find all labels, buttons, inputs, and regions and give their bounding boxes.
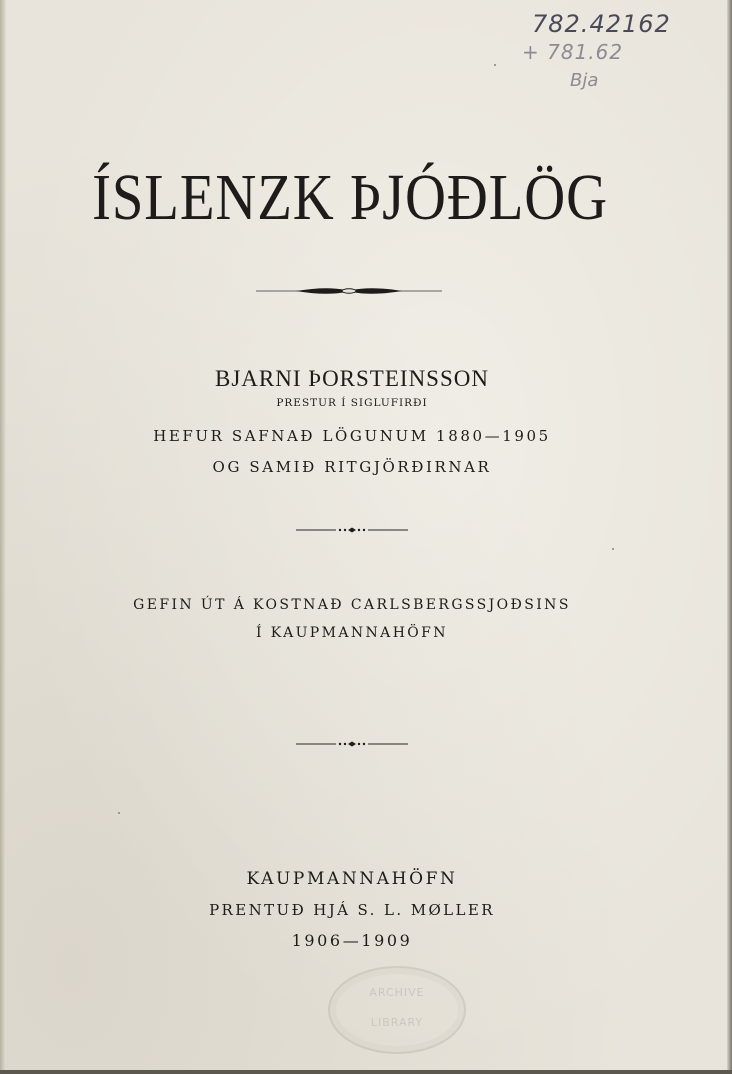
page-edge-right xyxy=(727,0,732,1074)
publisher-line-1: GEFIN ÚT Á KOSTNAÐ CARLSBERGSSJOÐSINS xyxy=(133,597,571,613)
divider-ornament-2 xyxy=(296,739,408,749)
imprint-printer: PRENTUÐ HJÁ S. L. MØLLER xyxy=(209,901,495,919)
author-role: PRESTUR Í SIGLUFIRÐI xyxy=(276,397,428,409)
shelfmark-line-1: 782.42162 xyxy=(532,10,671,38)
library-stamp xyxy=(328,966,466,1054)
author-name: BJARNI ÞORSTEINSSON xyxy=(215,366,489,391)
publisher-line-2: Í KAUPMANNAHÖFN xyxy=(256,625,448,641)
stamp-text-bottom: LIBRARY xyxy=(370,1016,424,1029)
paper-speck xyxy=(118,812,120,814)
title-rule-ornament xyxy=(256,284,442,298)
paper-speck xyxy=(612,548,614,550)
paper-speck xyxy=(494,64,496,66)
divider-ornament-1 xyxy=(296,525,408,535)
stamp-text-top: ARCHIVE xyxy=(369,986,425,999)
book-title: ÍSLENZK ÞJÓÐLÖG xyxy=(92,161,608,234)
collection-line-1: HEFUR SAFNAÐ LÖGUNUM 1880—1905 xyxy=(153,427,551,445)
imprint-city: KAUPMANNAHÖFN xyxy=(246,869,458,889)
shelfmark-line-2: + 781.62 xyxy=(522,40,624,64)
page-edge-bottom xyxy=(0,1070,732,1074)
collection-line-2: OG SAMIÐ RITGJÖRÐIRNAR xyxy=(212,458,492,476)
shelfmark-line-3: Bja xyxy=(570,70,599,91)
imprint-years: 1906—1909 xyxy=(291,931,413,950)
